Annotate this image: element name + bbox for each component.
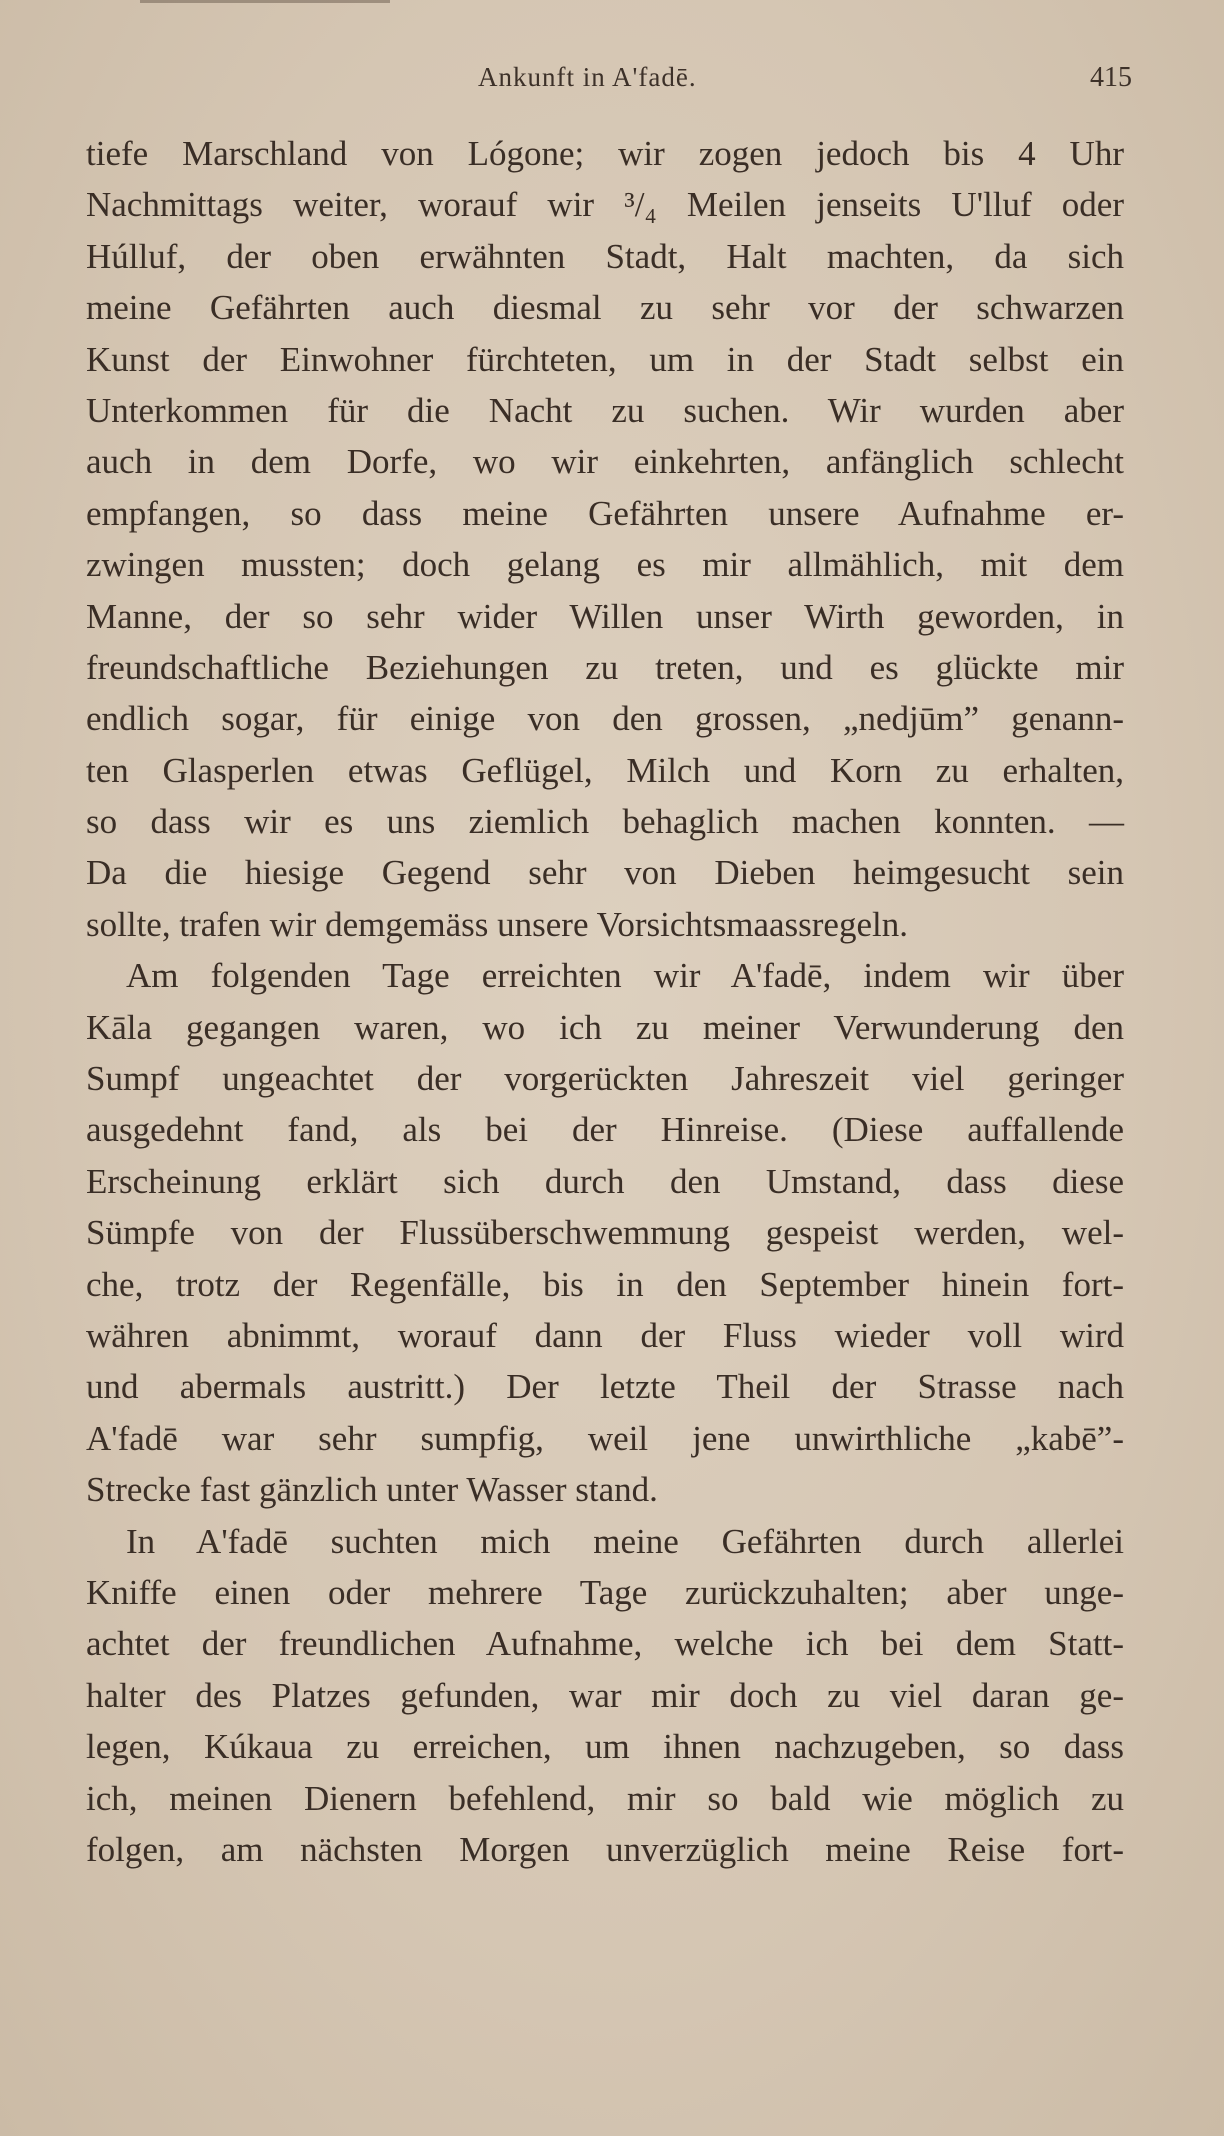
text-line: Da die hiesige Gegend sehr von Dieben heimgesucht sein [86, 853, 1124, 893]
text-line: freundschaftliche Beziehungen zu treten, und es glückte mir [86, 647, 1124, 687]
text-line: Manne, der so sehr wider Willen unser Wirth geworden, in [86, 596, 1124, 636]
text-line: ich, meinen Dienern befehlend, mir so bald wie möglich zu [86, 1778, 1124, 1818]
page-header [84, 62, 1132, 106]
text-line: empfangen, so dass meine Gefährten unsere Aufnahme er- [86, 493, 1124, 533]
text-line: halter des Platzes gefunden, war mir doch zu viel daran ge- [86, 1675, 1124, 1715]
text-line: Húlluf, der oben erwähnten Stadt, Halt machten, da sich [86, 236, 1124, 276]
text-line: Kāla gegangen waren, wo ich zu meiner Verwunderung den [86, 1007, 1124, 1047]
text-line: und abermals austritt.) Der letzte Theil der Strasse nach [86, 1367, 1124, 1407]
text-line: auch in dem Dorfe, wo wir einkehrten, anfänglich schlecht [86, 442, 1124, 482]
text-line: Am folgenden Tage erreichten wir A'fadē, indem wir über [126, 956, 1124, 996]
text-line: währen abnimmt, worauf dann der Fluss wieder voll wird [86, 1315, 1124, 1355]
text-line: ten Glasperlen etwas Geflügel, Milch und Korn zu erhalten, [86, 750, 1124, 790]
top-rule [140, 0, 390, 3]
text-line: Kunst der Einwohner fürchteten, um in der Stadt selbst ein [86, 339, 1124, 379]
body-text [86, 128, 1124, 1875]
text-line: legen, Kúkaua zu erreichen, um ihnen nachzugeben, so dass [86, 1727, 1124, 1767]
text-line: A'fadē war sehr sumpfig, weil jene unwirthliche „kabē”- [86, 1418, 1124, 1458]
page-number: 415 [1090, 62, 1132, 93]
running-title: Ankunft in A'fadē. [478, 62, 697, 92]
text-line: Sumpf ungeachtet der vorgerückten Jahreszeit viel geringer [86, 1059, 1124, 1099]
text-line: ausgedehnt fand, als bei der Hinreise. (Diese auffallende [86, 1110, 1124, 1150]
text-line: so dass wir es uns ziemlich behaglich machen konnten. — [86, 802, 1124, 842]
text-line: Unterkommen für die Nacht zu suchen. Wir wurden aber [86, 390, 1124, 430]
text-line: folgen, am nächsten Morgen unverzüglich meine Reise fort- [86, 1829, 1124, 1869]
text-line: In A'fadē suchten mich meine Gefährten durch allerlei [126, 1521, 1124, 1561]
text-line: Kniffe einen oder mehrere Tage zurückzuhalten; aber unge- [86, 1572, 1124, 1612]
text-line: Nachmittags weiter, worauf wir ³/₄ Meilen jenseits U'lluf oder [86, 185, 1124, 225]
text-line: meine Gefährten auch diesmal zu sehr vor der schwarzen [86, 288, 1124, 328]
text-line: Erscheinung erklärt sich durch den Umstand, dass diese [86, 1161, 1124, 1201]
text-line: sollte, trafen wir demgemäss unsere Vorsichtsmaassregeln. [86, 904, 908, 944]
text-line: tiefe Marschland von Lógone; wir zogen jedoch bis 4 Uhr [86, 134, 1124, 173]
text-line: Strecke fast gänzlich unter Wasser stand. [86, 1470, 658, 1510]
text-line: achtet der freundlichen Aufnahme, welche ich bei dem Statt- [86, 1624, 1124, 1664]
text-line: endlich sogar, für einige von den grossen, „nedjūm” genann- [86, 699, 1124, 739]
text-line: che, trotz der Regenfälle, bis in den September hinein fort- [86, 1264, 1124, 1304]
text-line: Sümpfe von der Flussüberschwemmung gespeist werden, wel- [86, 1213, 1124, 1253]
text-line: zwingen mussten; doch gelang es mir allmählich, mit dem [86, 545, 1124, 585]
